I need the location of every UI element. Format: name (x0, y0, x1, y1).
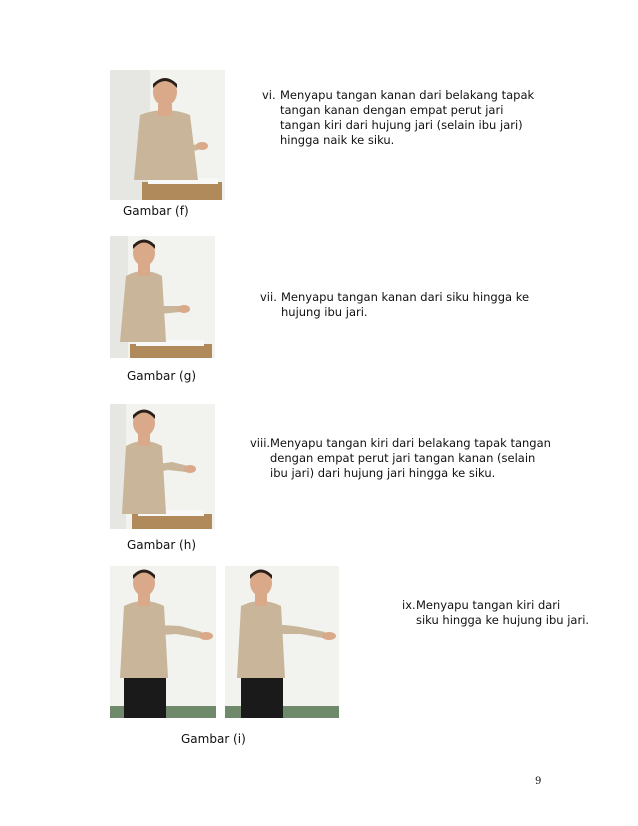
step-vi (262, 88, 562, 148)
photo-figure-g-illustration (110, 236, 215, 358)
photo-figure-i-right-illustration (225, 566, 339, 718)
step-vi-number: vi. (262, 88, 276, 102)
page-number: 9 (535, 776, 542, 787)
caption-figure-i: Gambar (i) (181, 732, 246, 746)
step-viii-number: viii. (250, 436, 271, 450)
step-vi-line-3: tangan kiri dari hujung jari (selain ibu jari) (280, 118, 523, 132)
step-ix-line-2: siku hingga ke hujung ibu jari. (416, 613, 590, 627)
step-vii-line-1: Menyapu tangan kanan dari siku hingga ke (281, 290, 530, 304)
caption-figure-g: Gambar (g) (127, 369, 197, 383)
step-viii-line-1: Menyapu tangan kiri dari belakang tapak tangan (270, 436, 551, 450)
photo-figure-f (110, 70, 225, 200)
step-viii-line-3: ibu jari) dari hujung jari hingga ke siku. (270, 466, 496, 480)
step-vi-line-1: Menyapu tangan kanan dari belakang tapak (280, 88, 535, 102)
photo-figure-h-illustration (110, 404, 215, 529)
step-vi-line-4: hingga naik ke siku. (280, 133, 395, 147)
step-ix-line-1: Menyapu tangan kiri dari (416, 598, 561, 612)
step-vii (260, 290, 560, 320)
photo-figure-f-illustration (110, 70, 225, 200)
step-viii (250, 436, 570, 481)
step-ix-number: ix. (402, 598, 416, 612)
caption-figure-f: Gambar (f) (123, 204, 189, 218)
caption-figure-h: Gambar (h) (127, 538, 197, 552)
step-ix (402, 598, 622, 628)
photo-figure-i-left (110, 566, 216, 718)
step-vii-number: vii. (260, 290, 277, 304)
photo-figure-g (110, 236, 215, 358)
step-vii-line-2: hujung ibu jari. (281, 305, 368, 319)
step-viii-line-2: dengan empat perut jari tangan kanan (selain (270, 451, 536, 465)
step-vi-line-2: tangan kanan dengan empat perut jari (280, 103, 504, 117)
photo-figure-i-right (225, 566, 339, 718)
photo-figure-h (110, 404, 215, 529)
photo-figure-i-left-illustration (110, 566, 216, 718)
